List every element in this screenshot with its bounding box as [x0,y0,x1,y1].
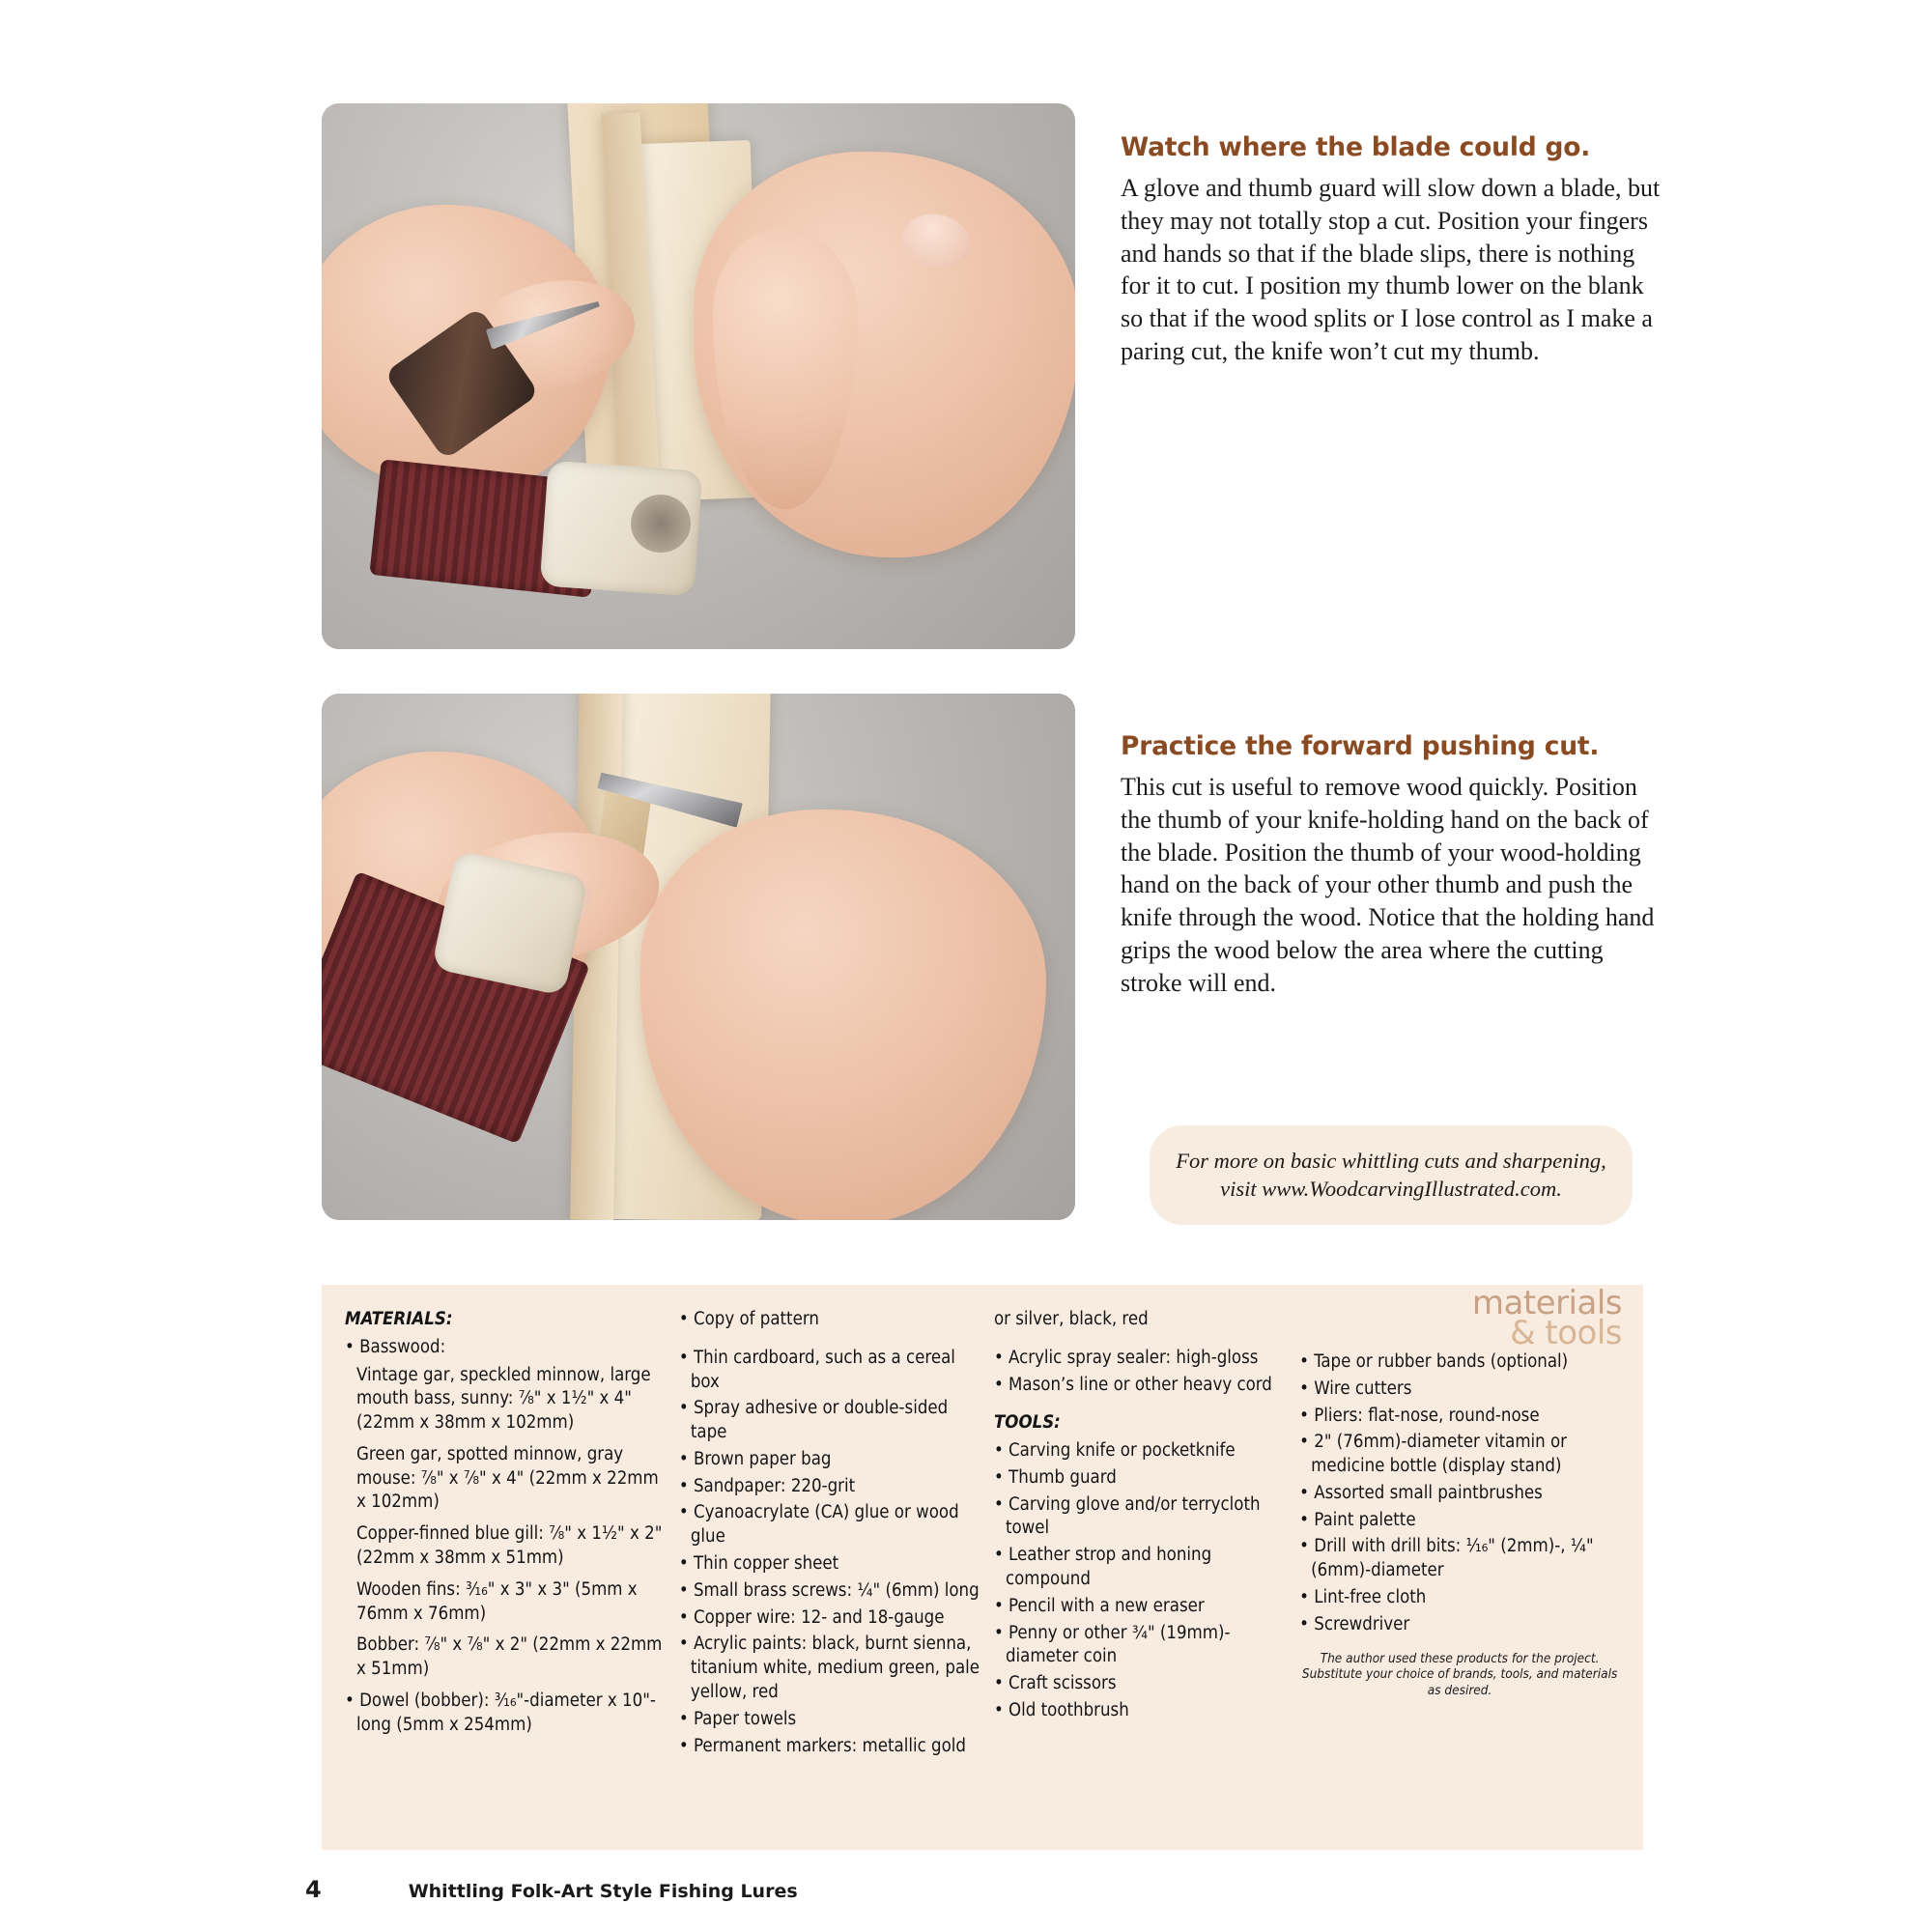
list-item: • Assorted small paintbrushes [1299,1482,1543,1503]
list-item: • Copper wire: 12- and 18-gauge [678,1606,945,1628]
page-number: 4 [305,1876,322,1903]
book-title: Whittling Folk-Art Style Fishing Lures [408,1881,798,1902]
list-item: • Lint-free cloth [1299,1587,1427,1608]
page-footer [305,1876,798,1903]
tools-heading: TOOLS: [993,1412,1061,1434]
section-pushing-cut [1121,731,1662,1000]
list-item: • Leather strop and honing compound [993,1545,1212,1590]
section-heading: Watch where the blade could go. [1121,132,1591,162]
list-item: • Old toothbrush [993,1699,1129,1720]
list-item: • Thin copper sheet [678,1553,839,1575]
list-item: • Penny or other ¾" (19mm)-diameter coin [993,1622,1231,1667]
spacer [994,1335,1286,1347]
pushing-cut-photo [322,694,1075,1220]
list-item: • Craft scissors [993,1673,1117,1694]
list-item: • Brown paper bag [678,1448,832,1469]
list-item: • Drill with drill bits: ¹⁄₁₆" (2mm)-, ¼" (6mm)-diameter [1299,1536,1594,1581]
callout-box [1150,1125,1633,1225]
list-item: • Small brass screws: ¼" (6mm) long [678,1579,980,1601]
list-item-continuation: or silver, black, red [993,1309,1149,1329]
attribution-note: The author used these products for the project. Substitute your choice of brands, tools, and materials as desired. [1301,1650,1618,1699]
spacer [1299,1308,1622,1353]
list-item: Vintage gar, speckled minnow, large mouth bass, sunny: ⁷⁄₈" x 1½" x 4" (22mm x 38mm x 102mm) [356,1364,651,1434]
list-item: • Permanent markers: metallic gold [678,1735,966,1756]
list-item: • Copy of pattern [678,1309,819,1329]
list-item: • Carving glove and/or terrycloth towel [993,1493,1261,1539]
list-item: • Mason’s line or other heavy cord [993,1374,1272,1395]
list-item: • Carving knife or pocketknife [993,1440,1236,1462]
panel-title-line2: & tools [1510,1314,1622,1353]
paring-cut-photo [322,103,1075,649]
section-paring-cut [1121,132,1662,368]
list-item: • Dowel (bobber): ³⁄₁₆"-diameter x 10"-long (5mm x 254mm) [345,1690,656,1735]
list-item: • Spray adhesive or double-sided tape [678,1398,949,1443]
list-item: Bobber: ⁷⁄₈" x ⁷⁄₈" x 2" (22mm x 22mm x 51mm) [356,1634,663,1680]
panel-title-line1: materials [1471,1284,1622,1322]
list-item: • Cyanoacrylate (CA) glue or wood glue [678,1502,959,1548]
list-item: • Acrylic paints: black, burnt sienna, titanium white, medium green, pale yellow, red [678,1634,980,1702]
section-body: A glove and thumb guard will slow down a blade, but they may not totally stop a cut. Position your fingers and hands so that if the blade slips, there is nothing for it to cut. I position my thumb lower on the blank so that if the wood splits or I lose control as I make a paring cut, the knife won’t cut my thumb. [1121,174,1661,365]
materials-heading: MATERIALS: [345,1309,453,1329]
callout-text: For more on basic whittling cuts and sharpening, visit www.WoodcarvingIllustrated.com. [1176,1149,1606,1202]
list-item: Green gar, spotted minnow, gray mouse: ⁷⁄₈" x ⁷⁄₈" x 4" (22mm x 22mm x 102mm) [356,1443,659,1513]
list-item: • Tape or rubber bands (optional) [1299,1351,1569,1372]
list-item: • Pliers: flat-nose, round-nose [1299,1405,1540,1426]
list-item: • Basswood: [345,1336,446,1357]
list-item: • Sandpaper: 220-grit [678,1475,856,1496]
list-item: • Thin cardboard, such as a cereal box [678,1347,955,1392]
materials-column-1 [345,1308,679,1842]
list-item: • Paint palette [1299,1509,1416,1530]
list-item: • Paper towels [678,1708,797,1729]
list-item: • Wire cutters [1299,1378,1412,1399]
spacer [679,1335,980,1347]
cloth-fold-shadow [631,495,691,553]
list-item: • 2" (76mm)-diameter vitamin or medicine bottle (display stand) [1299,1432,1568,1477]
list-item: Wooden fins: ³⁄₁₆" x 3" x 3" (5mm x 76mm x 76mm) [356,1578,638,1624]
list-item: • Pencil with a new eraser [993,1595,1205,1616]
spacer [994,1400,1286,1411]
list-item: Copper-finned blue gill: ⁷⁄₈" x 1½" x 2" (22mm x 38mm x 51mm) [356,1523,663,1569]
section-body: This cut is useful to remove wood quickly. Position the thumb of your knife-holding hand on the back of the blade. Position the thumb of your wood-holding hand on the back of your other thumb and push the knife through the wood. Notice that the holding hand grips the wood below the area where the cutting stroke will end. [1121,773,1655,997]
materials-column-3 [994,1308,1299,1842]
materials-column-4 [1299,1308,1634,1842]
materials-column-2 [679,1308,994,1842]
section-heading: Practice the forward pushing cut. [1121,731,1600,761]
list-item: • Screwdriver [1299,1613,1410,1634]
materials-and-tools-panel [322,1285,1643,1850]
list-item: • Thumb guard [993,1466,1117,1488]
list-item: • Acrylic spray sealer: high-gloss [993,1347,1259,1368]
